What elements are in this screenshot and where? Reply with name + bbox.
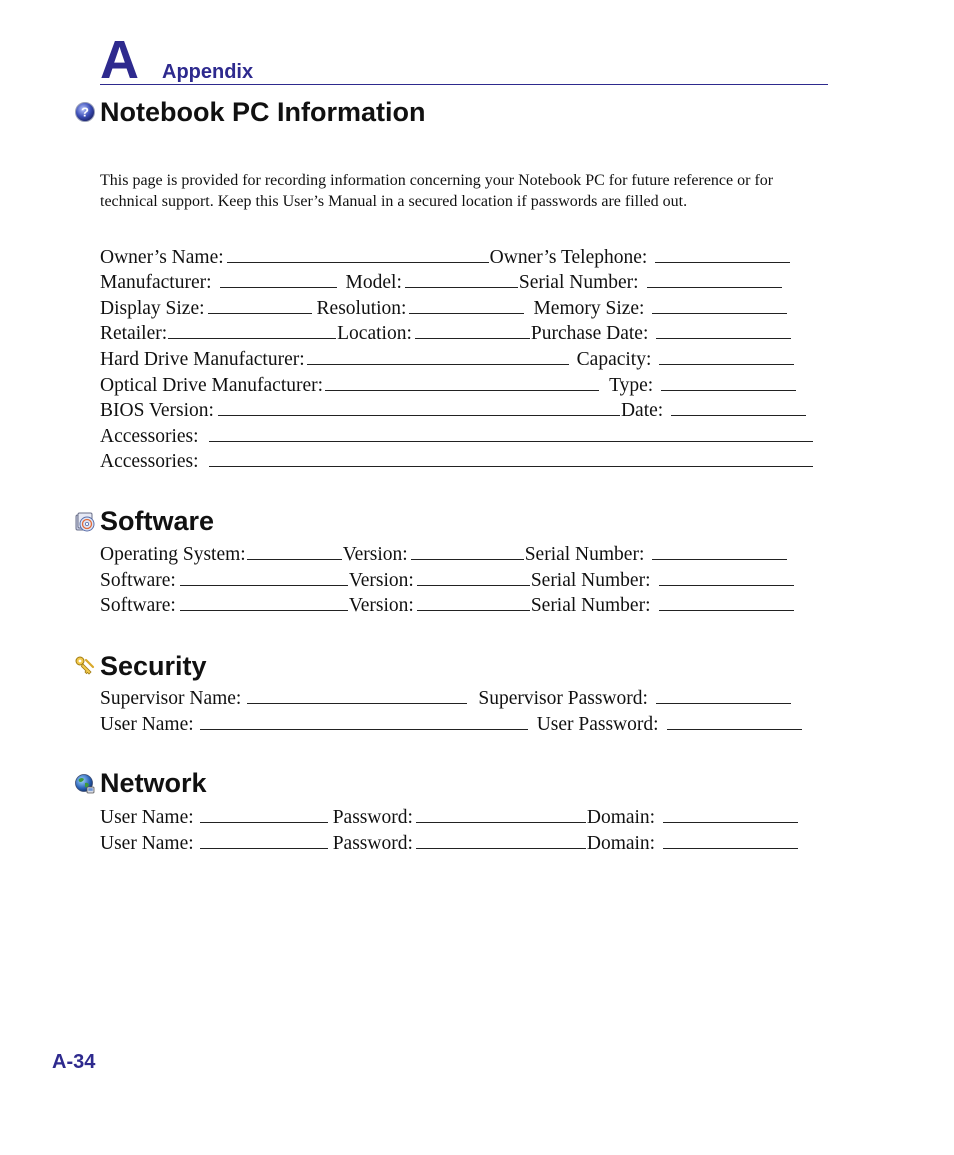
globe-network-icon: [74, 773, 96, 795]
type-label: Type:: [609, 375, 654, 396]
domain-label: Domain:: [586, 807, 656, 828]
user-name-label: User Name:: [100, 807, 194, 828]
date-field[interactable]: [671, 398, 806, 416]
software-label: Software:: [100, 595, 176, 616]
memory-size-field[interactable]: [652, 296, 787, 314]
display-size-label: Display Size:: [100, 298, 205, 319]
accessories-label: Accessories:: [100, 426, 199, 447]
display-size-field[interactable]: [208, 296, 312, 314]
password-label: Password:: [332, 833, 413, 854]
owner-telephone-label: Owner’s Telephone:: [489, 247, 648, 268]
form-row-accessories-2: [100, 449, 823, 474]
supervisor-password-field[interactable]: [656, 686, 791, 704]
software-field[interactable]: [180, 568, 348, 586]
supervisor-password-label: Supervisor Password:: [478, 688, 648, 709]
memory-size-label: Memory Size:: [533, 298, 645, 319]
form-row-network-1: [100, 805, 823, 830]
location-field[interactable]: [415, 321, 530, 339]
serial-number-label: Serial Number:: [530, 595, 651, 616]
user-password-field[interactable]: [667, 712, 802, 730]
owner-telephone-field[interactable]: [655, 245, 790, 263]
capacity-field[interactable]: [659, 347, 794, 365]
accessories-label: Accessories:: [100, 451, 199, 472]
user-name-field[interactable]: [200, 831, 328, 849]
manufacturer-field[interactable]: [220, 270, 337, 288]
software-heading: Software: [100, 506, 215, 536]
form-row-network-2: [100, 831, 823, 856]
form-row-software-1: [100, 568, 823, 593]
serial-number-field[interactable]: [659, 593, 794, 611]
serial-number-label: Serial Number:: [530, 570, 651, 591]
accessories-field[interactable]: [209, 424, 813, 442]
bios-version-label: BIOS Version:: [100, 400, 214, 421]
security-heading: Security: [100, 651, 207, 681]
software-field[interactable]: [180, 593, 348, 611]
owner-name-field[interactable]: [227, 245, 489, 263]
form-row-display: [100, 296, 823, 321]
user-name-field[interactable]: [200, 712, 528, 730]
operating-system-label: Operating System:: [100, 544, 246, 565]
domain-label: Domain:: [586, 833, 656, 854]
software-cd-icon: [74, 511, 96, 533]
type-field[interactable]: [661, 373, 796, 391]
password-label: Password:: [332, 807, 413, 828]
form-row-accessories-1: [100, 424, 823, 449]
form-row-operating-system: [100, 542, 823, 567]
supervisor-name-label: Supervisor Name:: [100, 688, 242, 709]
password-field[interactable]: [416, 831, 586, 849]
form-row-optical-drive: [100, 373, 823, 398]
retailer-field[interactable]: [168, 321, 336, 339]
page-number: A-34: [52, 1051, 96, 1073]
accessories-field[interactable]: [209, 449, 813, 467]
form-row-hard-drive: [100, 347, 823, 372]
user-name-label: User Name:: [100, 714, 194, 735]
hard-drive-manufacturer-label: Hard Drive Manufacturer:: [100, 349, 305, 370]
manufacturer-label: Manufacturer:: [100, 272, 212, 293]
notebook-info-heading: Notebook PC Information: [100, 97, 426, 127]
network-heading: Network: [100, 768, 207, 798]
domain-field[interactable]: [663, 831, 798, 849]
form-row-supervisor: [100, 686, 823, 711]
resolution-field[interactable]: [409, 296, 524, 314]
svg-text:?: ?: [81, 104, 89, 120]
version-label: Version:: [342, 544, 408, 565]
retailer-label: Retailer:: [100, 323, 168, 344]
model-field[interactable]: [405, 270, 518, 288]
password-field[interactable]: [416, 805, 586, 823]
software-label: Software:: [100, 570, 176, 591]
user-password-label: User Password:: [536, 714, 659, 735]
appendix-letter: A: [100, 30, 139, 90]
serial-number-label: Serial Number:: [524, 544, 645, 565]
intro-paragraph: This page is provided for recording information concerning your Notebook PC for future reference or for technical support. Keep this User’s Manual in a secured location if passwords are filled out.: [100, 172, 774, 210]
operating-system-field[interactable]: [247, 542, 342, 560]
optical-drive-manufacturer-label: Optical Drive Manufacturer:: [100, 375, 324, 396]
capacity-label: Capacity:: [576, 349, 652, 370]
resolution-label: Resolution:: [316, 298, 407, 319]
bios-version-field[interactable]: [218, 398, 620, 416]
user-name-label: User Name:: [100, 833, 194, 854]
form-row-manufacturer: [100, 270, 823, 295]
serial-number-field[interactable]: [652, 542, 787, 560]
domain-field[interactable]: [663, 805, 798, 823]
version-label: Version:: [348, 570, 414, 591]
model-label: Model:: [345, 272, 402, 293]
owner-name-label: Owner’s Name:: [100, 247, 224, 268]
appendix-title: Appendix: [162, 61, 254, 83]
version-field[interactable]: [411, 542, 524, 560]
header-divider: [100, 84, 828, 85]
form-row-owner: [100, 245, 823, 270]
date-label: Date:: [620, 400, 664, 421]
purchase-date-field[interactable]: [656, 321, 791, 339]
question-mark-icon: [74, 101, 96, 123]
optical-drive-manufacturer-field[interactable]: [325, 373, 599, 391]
version-label: Version:: [348, 595, 414, 616]
version-field[interactable]: [417, 593, 530, 611]
purchase-date-label: Purchase Date:: [530, 323, 649, 344]
version-field[interactable]: [417, 568, 530, 586]
user-name-field[interactable]: [200, 805, 328, 823]
keys-icon: [74, 655, 96, 677]
form-row-user: [100, 712, 823, 737]
form-row-bios: [100, 398, 823, 423]
form-row-retailer: [100, 321, 823, 346]
serial-number-field[interactable]: [647, 270, 782, 288]
form-row-software-2: [100, 593, 823, 618]
hard-drive-manufacturer-field[interactable]: [307, 347, 569, 365]
serial-number-label: Serial Number:: [518, 272, 639, 293]
serial-number-field[interactable]: [659, 568, 794, 586]
location-label: Location:: [337, 323, 412, 344]
supervisor-name-field[interactable]: [247, 686, 467, 704]
